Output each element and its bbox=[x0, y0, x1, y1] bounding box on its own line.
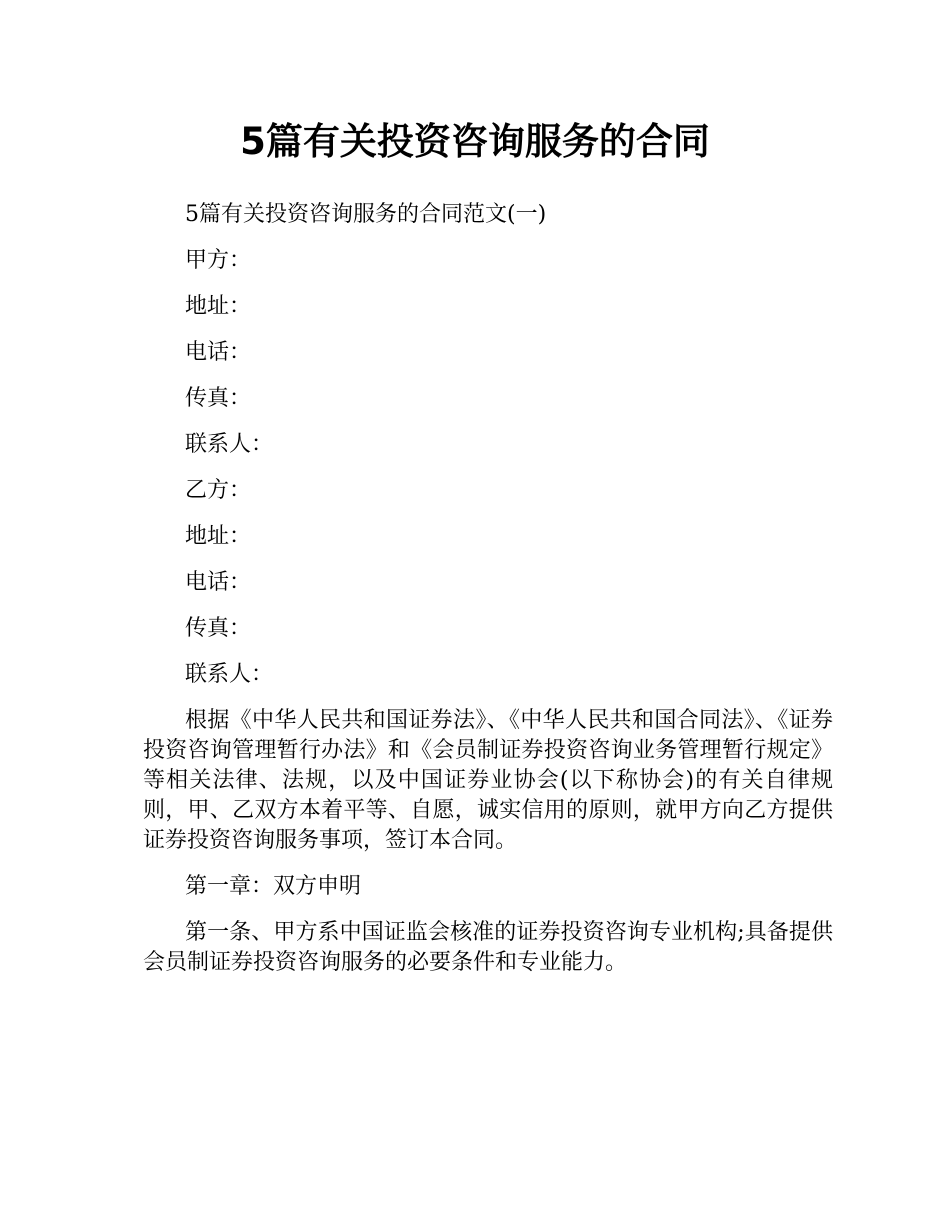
document-body bbox=[143, 200, 833, 994]
chapter-heading: 第一章：双方申明 bbox=[185, 874, 362, 899]
subtitle-paragraph: 5篇有关投资咨询服务的合同范文(一) bbox=[185, 202, 547, 227]
party-a-fax-label: 传真： bbox=[185, 386, 252, 411]
party-a-phone-label: 电话： bbox=[185, 340, 252, 365]
party-a-address-label: 地址： bbox=[185, 294, 252, 319]
party-b-contact-label: 联系人： bbox=[185, 662, 274, 687]
party-b-fax-label: 传真： bbox=[185, 616, 252, 641]
party-a-contact-label: 联系人： bbox=[185, 432, 274, 457]
party-b-address-label: 地址： bbox=[185, 524, 252, 549]
document-title: 5篇有关投资咨询服务的合同 bbox=[240, 120, 710, 163]
party-b-phone-label: 电话： bbox=[185, 570, 252, 595]
preamble-paragraph: 根据《中华人民共和国证券法》、《中华人民共和国合同法》、《证券投资咨询管理暂行办法》和《会员制证券投资咨询业务管理暂行规定》等相关法律、法规，以及中国证券业协会(以下称协会)的有关自律规则，甲、乙双方本着平等、自愿，诚实信用的原则，就甲方向乙方提供证券投资咨询服务事项，签订本合同。 bbox=[143, 708, 833, 853]
party-b-label: 乙方： bbox=[185, 478, 252, 503]
party-a-label: 甲方： bbox=[185, 248, 252, 273]
article-one-paragraph: 第一条、甲方系中国证监会核准的证券投资咨询专业机构;具备提供会员制证券投资咨询服务的必要条件和专业能力。 bbox=[143, 920, 833, 975]
